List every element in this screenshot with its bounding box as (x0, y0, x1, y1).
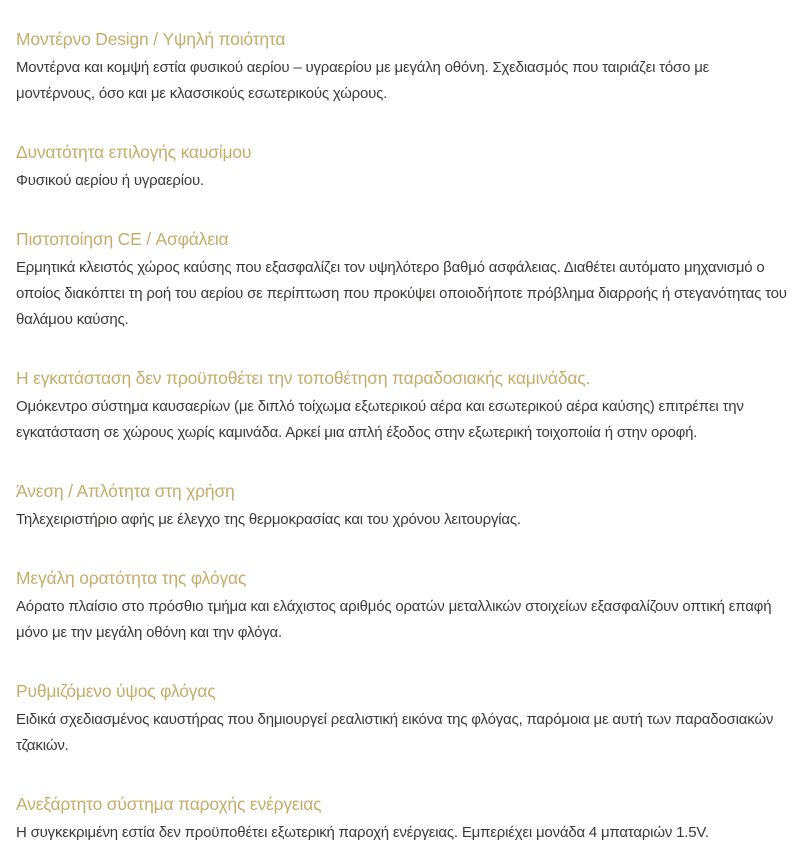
feature-section-ce-certification (16, 226, 788, 333)
feature-section-modern-design (16, 26, 788, 107)
feature-body: Μοντέρνα και κομψή εστία φυσικού αερίου – υγραερίου με μεγάλη οθόνη. Σχεδιασμός που ταιριάζει τόσο με μοντέρνους, όσο και με κλασσικούς εσωτερικούς χώρους. (16, 59, 710, 102)
feature-heading: Πιστοποίηση CE / Ασφάλεια (16, 229, 229, 249)
feature-body: Ομόκεντρο σύστημα καυσαερίων (με διπλό τοίχωμα εξωτερικού αέρα και εσωτερικού αέρα καύσης) επιτρέπει την εγκατάσταση σε χώρους χωρίς καμινάδα. Αρκεί μια απλή έξοδος στην εξωτερική τοιχοποιία ή στην οροφή. (16, 398, 744, 441)
feature-body: Φυσικού αερίου ή υγραερίου. (16, 172, 205, 189)
feature-heading: Άνεση / Απλότητα στη χρήση (16, 481, 235, 501)
feature-section-flame-visibility (16, 565, 788, 646)
feature-section-comfort (16, 478, 788, 533)
feature-body: Η συγκεκριμένη εστία δεν προϋποθέτει εξωτερική παροχή ενέργειας. Εμπεριέχει μονάδα 4 μπαταριών 1.5V. (16, 824, 709, 841)
feature-heading: Μοντέρνο Design / Υψηλή ποιότητα (16, 29, 286, 49)
feature-section-fuel-choice (16, 139, 788, 194)
feature-body: Τηλεχειριστήριο αφής με έλεγχο της θερμοκρασίας και του χρόνου λειτουργίας. (16, 511, 521, 528)
feature-heading: Μεγάλη ορατότητα της φλόγας (16, 568, 247, 588)
feature-heading: Ρυθμιζόμενο ύψος φλόγας (16, 681, 216, 701)
feature-heading: Ανεξάρτητο σύστημα παροχής ενέργειας (16, 794, 322, 814)
feature-section-flame-height (16, 678, 788, 759)
feature-body: Αόρατο πλαίσιο στο πρόσθιο τμήμα και ελάχιστος αριθμός ορατών μεταλλικών στοιχείων εξασφαλίζουν οπτική επαφή μόνο με την μεγάλη οθόνη και την φλόγα. (16, 598, 772, 641)
feature-section-independent-power (16, 791, 788, 846)
feature-heading: Η εγκατάσταση δεν προϋποθέτει την τοποθέτηση παραδοσιακής καμινάδας. (16, 368, 591, 388)
feature-body: Ερμητικά κλειστός χώρος καύσης που εξασφαλίζει τον υψηλότερο βαθμό ασφάλειας. Διαθέτει αυτόματο μηχανισμό ο οποίος διακόπτει τη ροή του αερίου σε περίπτωση που προκύψει οποιοδήποτε πρόβλημα διαρροής ή στεγανότητας του θαλάμου καύσης. (16, 259, 787, 328)
feature-body: Ειδικά σχεδιασμένος καυστήρας που δημιουργεί ρεαλιστική εικόνα της φλόγας, παρόμοια με αυτή των παραδοσιακών τζακιών. (16, 711, 774, 754)
feature-heading: Δυνατότητα επιλογής καυσίμου (16, 142, 252, 162)
feature-section-no-chimney (16, 365, 788, 446)
